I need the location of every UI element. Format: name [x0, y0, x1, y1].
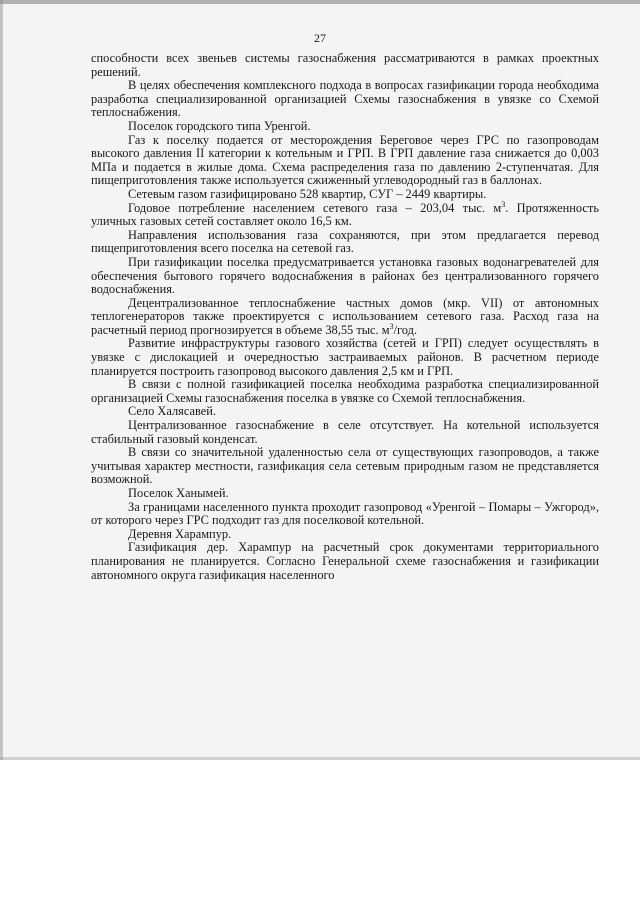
paragraph: В связи с полной газификацией поселка необходима разработка специализированной организацией Схемы газоснабжения поселка в увязке со Схемой теплоснабжения. [91, 377, 599, 405]
paragraph: В связи со значительной удаленностью села от существующих газопроводов, а также учитывая характер местности, газификация села сетевым природным газом не представляется возможной. [91, 445, 599, 487]
paragraph: Газ к поселку подается от месторождения Береговое через ГРС по газопроводам высокого давления II категории к котельным и ГРП. В ГРП давление газа снижается до 0,003 МПа и подается в жилые дома. Схема распределения газа по давлению 2-ступенчатая. Для пищеприготовления также используется сжиженный углеводородный газ в баллонах. [91, 132, 599, 188]
section-heading-khanymey: Поселок Ханымей. [128, 486, 229, 500]
page-number: 27 [314, 31, 326, 45]
paragraph: Развитие инфраструктуры газового хозяйства (сетей и ГРП) следует осуществлять в увязке с дислокацией и очередностью застраиваемых районов. В расчетном периоде планируется построить газопровод высокого давления 2,5 км и ГРП. [91, 336, 599, 378]
section-heading-khalyasavey: Село Халясавей. [128, 404, 216, 419]
scan-edge-top [0, 0, 640, 4]
paragraph: В целях обеспечения комплексного подхода в вопросах газификации города необходима разработка специализированной организацией Схемы газоснабжения в увязке со Схемой теплоснабжения. [91, 78, 599, 120]
paragraph: Централизованное газоснабжение в селе отсутствует. На котельной используется стабильный газовый конденсат. [91, 418, 599, 446]
paragraph: способности всех звеньев системы газоснабжения рассматриваются в рамках проектных решений. [91, 51, 599, 79]
body-text [91, 52, 599, 582]
section-heading-kharampur: Деревня Харампур. [128, 526, 232, 541]
paragraph: За границами населенного пункта проходит газопровод «Уренгой – Помары – Ужгород», от которого через ГРС подходит газ для поселковой котельной. [91, 499, 599, 528]
paragraph: Децентрализованное теплоснабжение частных домов (мкр. VII) от автономных теплогенераторов также проектируется с использованием сетевого газа. Расход газа на расчетный период прогнозируется в объеме 38,55 тыс. $м^3$/год. [91, 295, 599, 337]
paragraph: При газификации поселка предусматривается установка газовых водонагревателей для обеспечения бытового горячего водоснабжения в районах без централизованного горячего водоснабжения. [91, 254, 599, 297]
scan-edge-bottom [0, 757, 640, 760]
scan-edge-left [0, 0, 3, 760]
section-heading-urengoy: Поселок городского типа Уренгой. [128, 118, 311, 133]
paragraph: Газификация дер. Харампур на расчетный срок документами территориального планирования не планируется. Согласно Генеральной схеме газоснабжения и газификации автономного округа газификация населенного [91, 540, 599, 582]
paragraph: Направления использования газа сохраняются, при этом предлагается перевод пищеприготовления всего поселка на сетевой газ. [91, 227, 599, 256]
paragraph: Сетевым газом газифицировано 528 квартир, СУГ – 2449 квартиры. [128, 186, 487, 201]
paragraph: Годовое потребление населением сетевого газа – 203,04 тыс. $м^3$. Протяженность уличных газовых сетей составляет около 16,5 км. [91, 199, 599, 229]
